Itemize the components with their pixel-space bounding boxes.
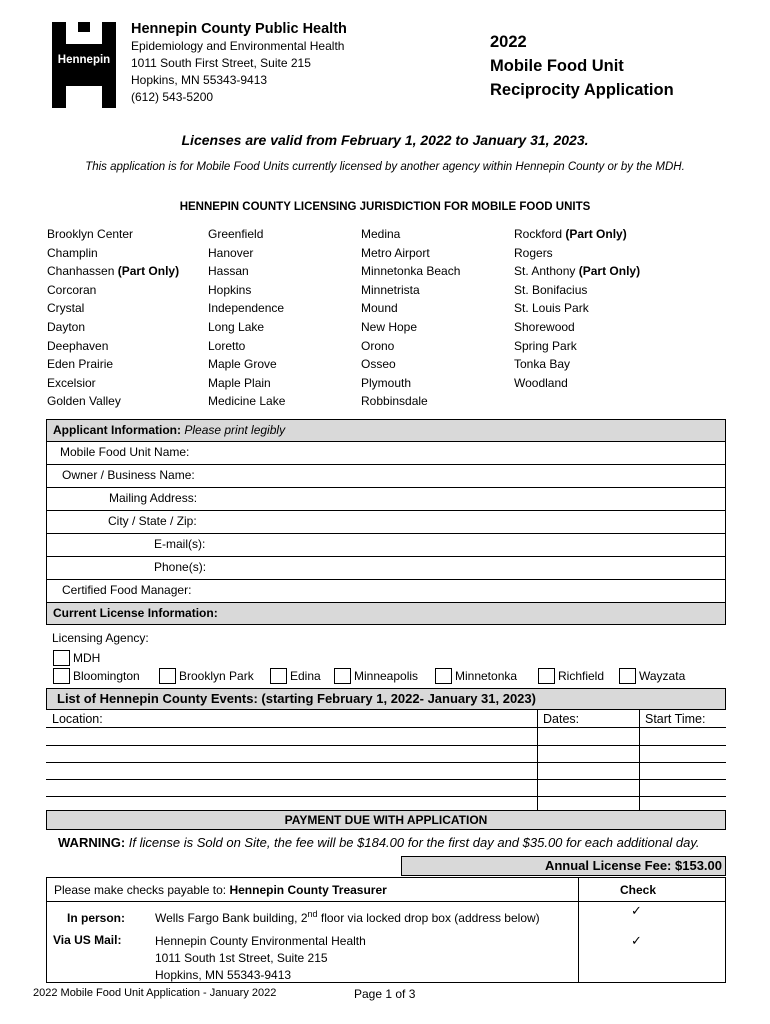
check-mark: ✓	[631, 903, 642, 918]
events-table	[46, 710, 726, 810]
checkbox-box[interactable]	[538, 668, 555, 684]
checkbox-brooklyn-park[interactable]: Brooklyn Park	[159, 668, 254, 684]
row-divider	[46, 762, 726, 763]
checkbox-box[interactable]	[435, 668, 452, 684]
events-heading: List of Hennepin County Events: (starting February 1, 2022- January 31, 2023)	[46, 688, 726, 710]
annual-license-fee: Annual License Fee: $153.00	[401, 856, 726, 876]
part-only-note: (Part Only)	[565, 227, 627, 241]
city: Dayton	[47, 319, 86, 334]
address-line-2: Hopkins, MN 55343-9413	[131, 73, 268, 87]
jurisdiction-heading: HENNEPIN COUNTY LICENSING JURISDICTION FOR MOBILE FOOD UNITS	[179, 201, 591, 213]
city: Shorewood	[514, 319, 575, 334]
city: Woodland	[514, 375, 568, 390]
application-title	[490, 30, 674, 102]
col-dates: Dates:	[543, 712, 580, 726]
city: Hanover	[208, 245, 254, 260]
row-divider	[46, 796, 726, 797]
city: St. Anthony (Part Only)	[514, 264, 641, 279]
city: Independence	[208, 301, 285, 316]
jurisdiction-column-2	[208, 225, 285, 411]
city: Orono	[361, 338, 395, 353]
organization-block	[131, 20, 347, 106]
payable-to: Please make checks payable to: Hennepin County Treasurer	[54, 883, 387, 897]
checkbox-wayzata[interactable]: Wayzata	[619, 668, 685, 684]
city: Long Lake	[208, 319, 265, 334]
city: Loretto	[208, 338, 246, 353]
city: Spring Park	[514, 338, 577, 353]
check-column-header: Check	[620, 883, 657, 897]
checkbox-bloomington[interactable]: Bloomington	[53, 668, 140, 684]
city: Hopkins	[208, 282, 252, 297]
address-line-1: 1011 South First Street, Suite 215	[131, 56, 311, 70]
field-email[interactable]: E-mail(s):	[46, 534, 726, 557]
field-certified-food-manager[interactable]: Certified Food Manager:	[46, 580, 726, 603]
field-mailing-address[interactable]: Mailing Address:	[46, 488, 726, 511]
city: St. Louis Park	[514, 301, 589, 316]
mail-label: Via US Mail:	[53, 933, 122, 947]
city: Greenfield	[208, 227, 264, 241]
city: Chanhassen (Part Only)	[47, 264, 180, 279]
checkbox-richfield[interactable]: Richfield	[538, 668, 604, 684]
col-divider	[537, 710, 538, 810]
city: Brooklyn Center	[47, 227, 134, 241]
city: Osseo	[361, 357, 396, 372]
department: Epidemiology and Environmental Health	[131, 39, 345, 53]
field-owner-business-name[interactable]: Owner / Business Name:	[46, 465, 726, 488]
logo-text: Hennepin	[57, 54, 111, 66]
license-heading: Current License Information:	[46, 603, 726, 625]
checkbox-box[interactable]	[270, 668, 287, 684]
checkbox-mdh[interactable]: MDH	[53, 650, 100, 666]
col-divider	[578, 878, 579, 982]
org-phone: (612) 543-5200	[131, 90, 214, 104]
validity-statement: Licenses are valid from February 1, 2022 to January 31, 2023.	[181, 132, 589, 148]
checkbox-box[interactable]	[53, 668, 70, 684]
in-person-label: In person:	[67, 911, 126, 925]
city: Champlin	[47, 245, 98, 260]
mail-address: Hennepin County Environmental Health 1011 South 1st Street, Suite 215 Hopkins, MN 55343-9413	[155, 934, 366, 982]
city: Minnetrista	[361, 282, 420, 297]
city: Mound	[361, 301, 398, 316]
intro-statement: This application is for Mobile Food Units currently licensed by another agency within Hennepin County or by the MDH.	[85, 161, 685, 173]
title-line-2: Mobile Food Unit	[490, 57, 624, 75]
row-divider	[47, 901, 725, 902]
city: Robbinsdale	[361, 394, 428, 409]
org-name: Hennepin County Public Health	[131, 21, 347, 37]
checkbox-box[interactable]	[53, 650, 70, 666]
col-divider	[639, 710, 640, 810]
warning-text: WARNING: If license is Sold on Site, the fee will be $184.00 for the first day and $35.00 for each additional day.	[58, 835, 700, 850]
col-start-time: Start Time:	[645, 712, 706, 726]
checkbox-box[interactable]	[619, 668, 636, 684]
part-only-note: (Part Only)	[117, 264, 180, 279]
footer-document-id: 2022 Mobile Food Unit Application - January 2022	[33, 987, 277, 999]
city: St. Bonifacius	[514, 282, 588, 297]
field-mobile-food-unit-name[interactable]: Mobile Food Unit Name:	[46, 442, 726, 465]
row-divider	[46, 745, 726, 746]
field-phone[interactable]: Phone(s):	[46, 557, 726, 580]
checkbox-box[interactable]	[334, 668, 351, 684]
col-location: Location:	[52, 712, 103, 726]
city: Eden Prairie	[47, 357, 114, 372]
checkbox-minnetonka[interactable]: Minnetonka	[435, 668, 517, 684]
payment-table	[46, 877, 726, 983]
city: Excelsior	[47, 375, 96, 390]
field-city-state-zip[interactable]: City / State / Zip:	[46, 511, 726, 534]
jurisdiction-column-4	[514, 225, 640, 392]
footer-page-number: Page 1 of 3	[354, 987, 416, 1001]
hennepin-logo	[52, 22, 116, 108]
checkbox-box[interactable]	[159, 668, 176, 684]
city: Tonka Bay	[514, 357, 571, 372]
city: Rockford (Part Only)	[514, 227, 627, 241]
city: Plymouth	[361, 375, 412, 390]
row-divider	[46, 727, 726, 728]
city: Crystal	[47, 301, 85, 316]
city: Corcoran	[47, 282, 97, 297]
in-person-text: Wells Fargo Bank building, 2nd floor via locked drop box (address below)	[155, 909, 540, 925]
city: Medina	[361, 227, 401, 241]
checkbox-minneapolis[interactable]: Minneapolis	[334, 668, 418, 684]
checkbox-edina[interactable]: Edina	[270, 668, 321, 684]
part-only-note: (Part Only)	[578, 264, 641, 279]
applicant-heading: Applicant Information: Please print legibly	[46, 419, 726, 442]
check-mark: ✓	[631, 933, 642, 948]
city: Golden Valley	[47, 394, 121, 409]
city: Maple Plain	[208, 375, 271, 390]
jurisdiction-column-1	[47, 225, 179, 411]
row-divider	[46, 779, 726, 780]
title-year: 2022	[490, 33, 527, 51]
payment-heading: PAYMENT DUE WITH APPLICATION	[46, 810, 726, 830]
jurisdiction-column-3	[361, 225, 460, 411]
city: Maple Grove	[208, 357, 277, 372]
licensing-agency-label: Licensing Agency:	[52, 631, 149, 645]
city: Hassan	[208, 264, 249, 279]
city: Minnetonka Beach	[361, 264, 461, 279]
city: Metro Airport	[361, 245, 430, 260]
city: Rogers	[514, 245, 553, 260]
city: New Hope	[361, 319, 418, 334]
city: Medicine Lake	[208, 394, 286, 409]
city: Deephaven	[47, 338, 109, 353]
title-line-3: Reciprocity Application	[490, 81, 674, 99]
